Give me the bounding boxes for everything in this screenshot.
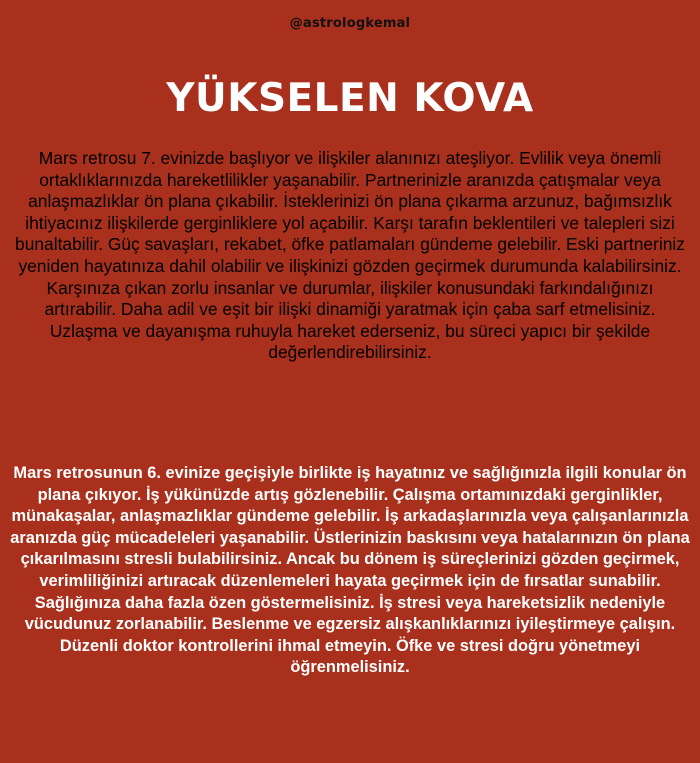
- account-handle: @astrologkemal: [289, 16, 411, 31]
- paragraph-relationships: Mars retrosu 7. evinizde başlıyor ve ilişkiler alanınızı ateşliyor. Evlilik veya önemli ortaklıklarınızda hareketlilikler yaşanabilir. Partnerinizle aranızda çatışmalar veya anlaşmazlıklar ön plana çıkabilir. İsteklerinizi ön plana çıkarma arzunuz, bağımsızlık ihtiyacınız ilişkilerde gerginliklere yol açabilir. Karşı tarafın beklentileri ve talepleri sizi bunaltabilir. Güç savaşları, rekabet, öfke patlamaları gündeme gelebilir. Eski partneriniz yeniden hayatınıza dahil olabilir ve ilişkinizi gözden geçirmek durumunda kalabilirsiniz. Karşınıza çıkan zorlu insanlar ve durumlar, ilişkiler konusundaki farkındalığınızı artırabilir. Daha adil ve eşit bir ilişki dinamiği yaratmak için çaba sarf etmelisiniz. Uzlaşma ve dayanışma ruhuyla hareket ederseniz, bu süreci yapıcı bir şekilde değerlendirebilirsiniz.: [15, 148, 685, 363]
- page-title: YÜKSELEN KOVA: [166, 76, 534, 121]
- paragraph-work-health: Mars retrosunun 6. evinize geçişiyle birlikte iş hayatınız ve sağlığınızla ilgili konular ön plana çıkıyor. İş yükünüzde artış gözlenebilir. Çalışma ortamınızdaki gerginlikler, münakaşalar, anlaşmazlıklar gündeme gelebilir. İş arkadaşlarınızla veya çalışanlarınızla aranızda güç mücadeleleri yaşanabilir. Üstlerinizin baskısını veya hatalarınızın ön plana çıkarılmasını stresli bulabilirsiniz. Ancak bu dönem iş süreçlerinizi gözden geçirmek, verimliliğinizi artıracak düzenlemeleri hayata geçirmek için de fırsatlar sunabilir. Sağlığınıza daha fazla özen göstermelisiniz. İş stresi veya hareketsizlik nedeniyle vücudunuz zorlanabilir. Beslenme ve egzersiz alışkanlıklarınızı iyileştirmeye çalışın. Düzenli doktor kontrollerini ihmal etmeyin. Öfke ve stresi doğru yönetmeyi öğrenmelisiniz.: [10, 464, 690, 677]
